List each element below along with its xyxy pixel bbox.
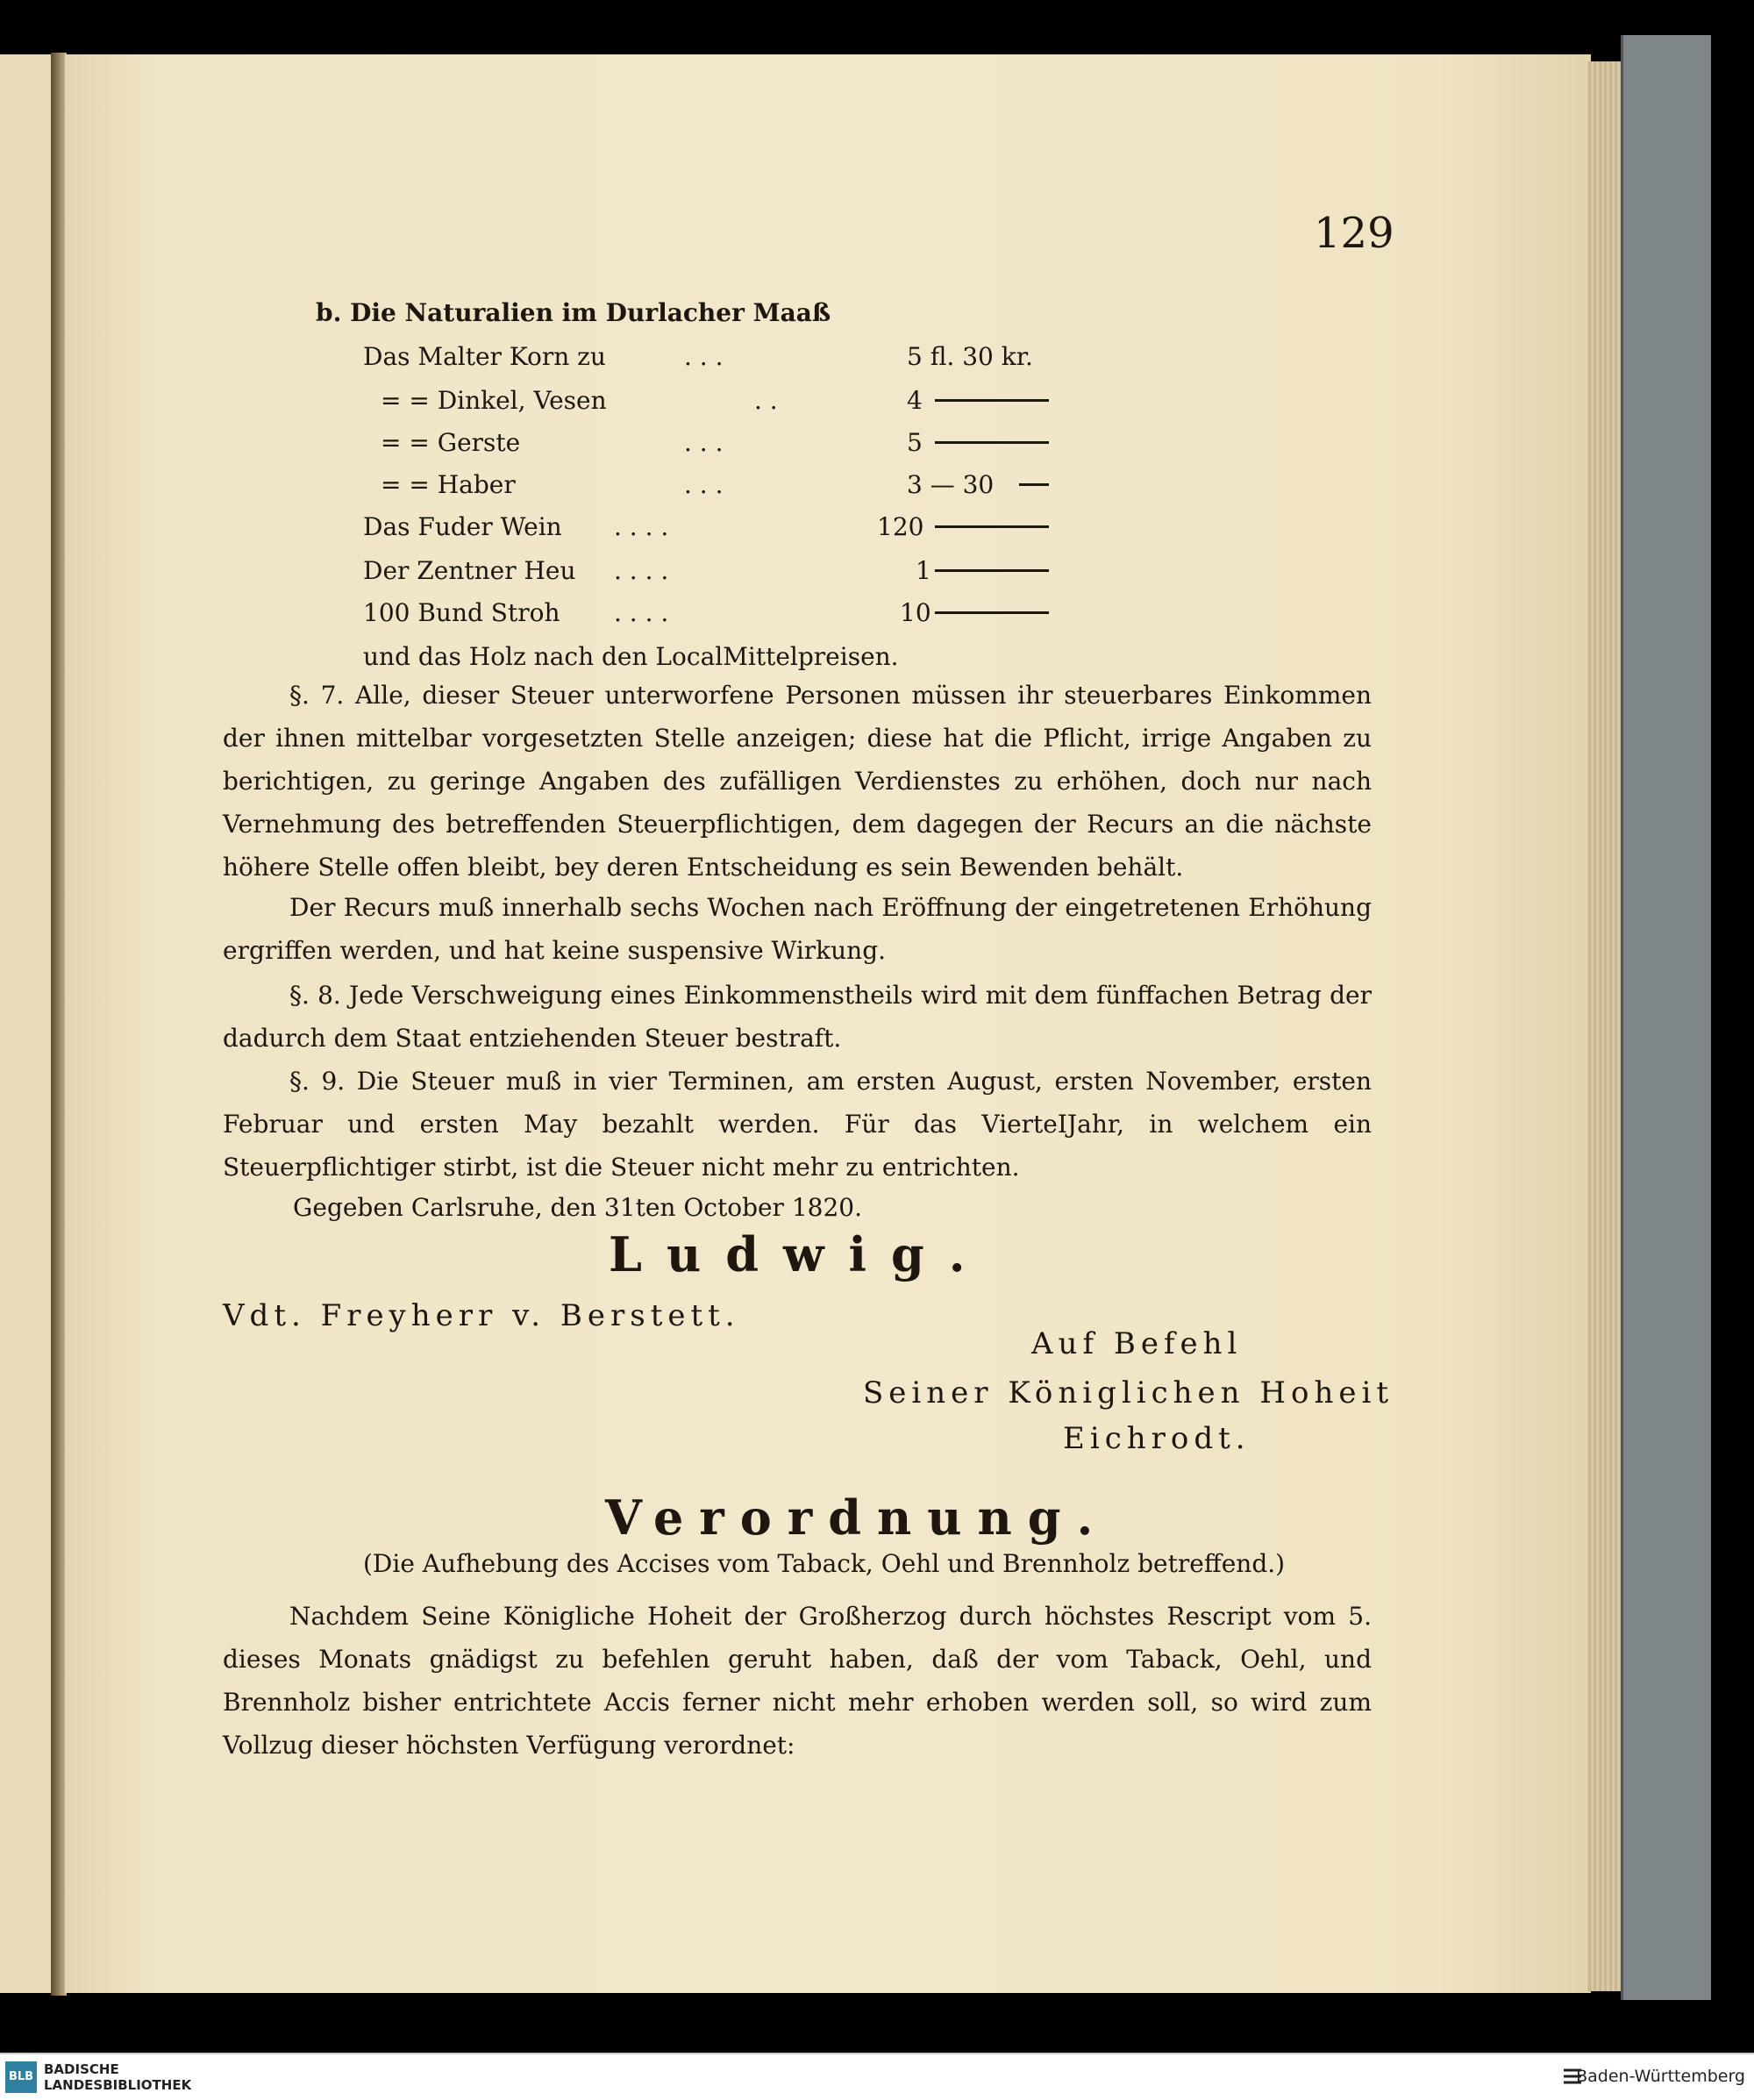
row-dots: . . — [754, 386, 778, 415]
signature-ludwig: Ludwig. — [609, 1226, 990, 1282]
section-b-closing: und das Holz nach den LocalMittelpreisen. — [363, 642, 899, 671]
command-line-1: Auf Befehl — [1031, 1326, 1243, 1361]
page-edges — [1587, 61, 1622, 1991]
section-b-heading: b. Die Naturalien im Durlacher Maaß — [316, 298, 831, 327]
row-dots: . . . . — [614, 556, 669, 585]
verordnung-subtitle: (Die Aufhebung des Accises vom Taback, Oehl und Brennholz betreffend.) — [363, 1549, 1286, 1578]
footer-bar — [0, 2053, 1754, 2100]
paragraph-9: §. 9. Die Steuer muß in vier Terminen, am ersten August, ersten November, ersten Februar und ersten May bezahlt werden. Für das VierteIJahr, in welchem ein Steuerpflichtiger stirbt, ist die Steuer nicht mehr zu entrichten. — [223, 1067, 1372, 1182]
paragraph-7-recurs: Der Recurs muß innerhalb sechs Wochen nach Eröffnung der eingetretenen Erhöhung ergriffen werden, und hat keine suspensive Wirkung. — [223, 893, 1372, 965]
paragraph-8: §. 8. Jede Verschweigung eines Einkommenstheils wird mit dem fünffachen Betrag der dadurch dem Staat entziehenden Steuer bestraft. — [223, 981, 1372, 1053]
dash-line — [935, 399, 1049, 402]
row-item: Der Zentner Heu — [363, 556, 576, 585]
row-item: 100 Bund Stroh — [363, 598, 560, 627]
row-value: 5 — [907, 428, 923, 457]
command-signature: Eichrodt. — [1063, 1421, 1251, 1456]
left-page-edge — [0, 54, 58, 1993]
row-item: = = Dinkel, Vesen — [381, 386, 607, 415]
page-number: 129 — [1314, 209, 1394, 258]
row-value: 120 — [877, 512, 924, 541]
row-value: 4 — [907, 386, 923, 415]
state-name: Baden-Württemberg — [1576, 2067, 1745, 2086]
library-name-line1: BADISCHE — [44, 2061, 119, 2077]
row-value: 5 fl. 30 kr. — [907, 342, 1033, 371]
countersignature: Vdt. Freyherr v. Berstett. — [223, 1298, 740, 1333]
row-dots: . . . — [684, 470, 724, 499]
row-dots: . . . . — [614, 598, 669, 627]
verordnung-body: Nachdem Seine Königliche Hoheit der Großherzog durch höchstes Rescript vom 5. dieses Monats gnädigst zu befehlen geruht haben, daß der vom Taback, Oehl, und Brennholz bisher entrichtete Accis ferner nicht mehr erhoben werden soll, so wird zum Vollzug dieser höchsten Verfügung verordnet: — [223, 1602, 1372, 1760]
given-date: Gegeben Carlsruhe, den 31ten October 1820. — [293, 1193, 863, 1222]
row-item: = = Haber — [381, 470, 516, 499]
dash-line — [935, 611, 1049, 614]
command-line-2: Seiner Königlichen Hoheit — [863, 1375, 1394, 1411]
row-item: Das Fuder Wein — [363, 512, 562, 541]
row-value: 3 — 30 — [907, 470, 995, 499]
row-value: 1 — [916, 556, 931, 585]
book-cover — [1621, 35, 1711, 2000]
dash-line — [1019, 483, 1049, 486]
verordnung-title: Verordnung. — [605, 1489, 1109, 1546]
dash-line — [935, 441, 1049, 444]
dash-line — [935, 525, 1049, 528]
row-dots: . . . . — [614, 512, 669, 541]
paragraph-7: §. 7. Alle, dieser Steuer unterworfene Personen müssen ihr steuerbares Einkommen der ihnen mittelbar vorgesetzten Stelle anzeigen; diese hat die Pflicht, irrige Angaben zu berichtigen, zu geringe Angaben des zufälligen Verdienstes zu erhöhen, doch nur nach Vernehmung des betreffenden Steuerpflichtigen, dem dagegen der Recurs an die nächste höhere Stelle offen bleibt, bey deren Entscheidung es sein Bewenden behält. — [223, 681, 1372, 882]
row-dots: . . . — [684, 428, 724, 457]
blb-logo: BLB — [5, 2061, 37, 2093]
row-item: Das Malter Korn zu — [363, 342, 606, 371]
row-value: 10 — [900, 598, 931, 627]
row-item: = = Gerste — [381, 428, 521, 457]
dash-line — [935, 569, 1049, 572]
row-dots: . . . — [684, 342, 724, 371]
library-name-line2: LANDESBIBLIOTHEK — [44, 2077, 192, 2093]
